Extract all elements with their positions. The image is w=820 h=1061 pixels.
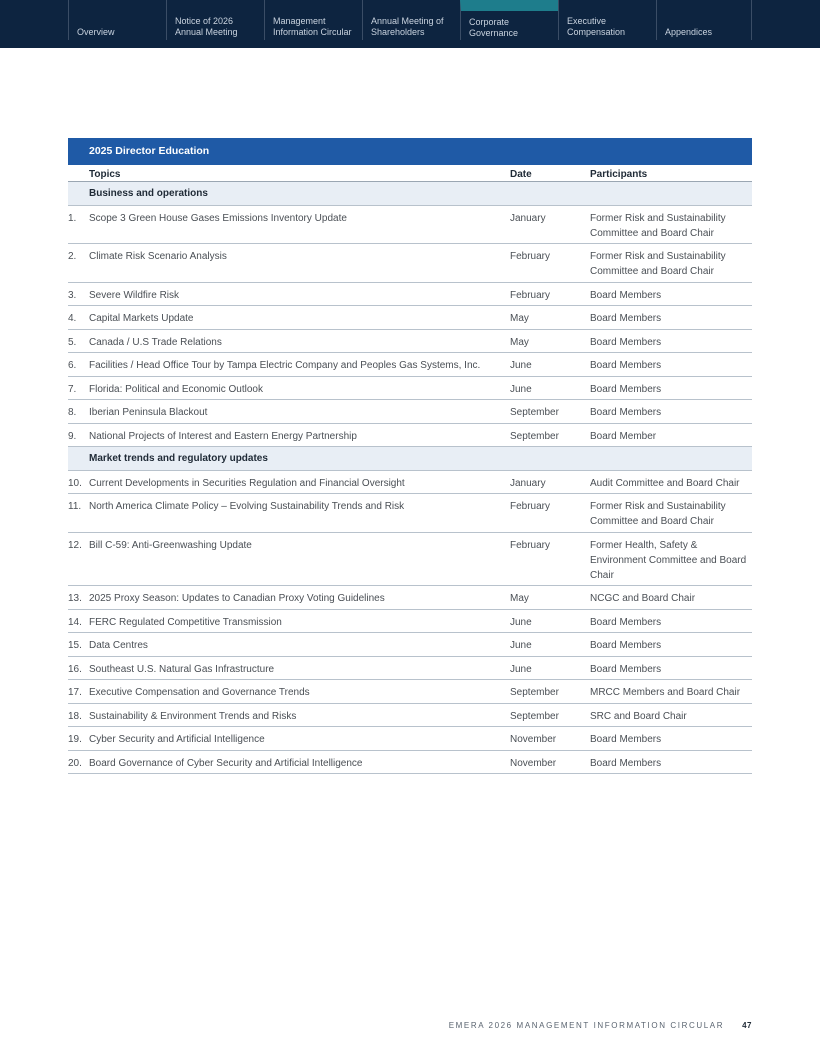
row-date: June — [510, 383, 532, 395]
row-participants: SRC and Board Chair — [590, 710, 687, 722]
row-number: 12. — [68, 539, 82, 551]
row-participants: Board Members — [590, 383, 662, 395]
row-number: 14. — [68, 616, 82, 628]
row-topic: Scope 3 Green House Gases Emissions Inventory Update — [89, 212, 347, 224]
row-date: February — [510, 251, 551, 262]
section-header-business-operations: Business and operations — [68, 182, 752, 206]
table-row — [68, 727, 752, 751]
row-participants: Board Members — [590, 336, 662, 348]
row-number: 9. — [68, 430, 77, 442]
director-education-table — [68, 138, 752, 774]
row-participants: Board Members — [590, 616, 662, 628]
page-number: 47 — [742, 1021, 752, 1030]
row-participants: Board Members — [590, 407, 662, 418]
row-topic: Facilities / Head Office Tour by Tampa Electric Company and Peoples Gas Systems, Inc. — [89, 360, 481, 371]
row-number: 18. — [68, 710, 82, 722]
row-topic: Bill C-59: Anti-Greenwashing Update — [89, 539, 252, 551]
table-row — [68, 657, 752, 681]
row-topic: 2025 Proxy Season: Updates to Canadian Proxy Voting Guidelines — [89, 593, 385, 604]
table-row — [68, 533, 752, 587]
row-participants: Board Members — [590, 360, 662, 371]
nav-tab-annual-meeting-of-shareholders[interactable] — [362, 0, 460, 40]
row-participants: Board Members — [590, 289, 662, 301]
nav-tab-management-information-circular[interactable] — [264, 0, 362, 40]
row-number: 13. — [68, 593, 82, 604]
row-number: 3. — [68, 289, 77, 301]
row-participants: Board Members — [590, 640, 662, 651]
row-date: May — [510, 313, 529, 324]
row-number: 20. — [68, 757, 82, 769]
row-date: June — [510, 360, 532, 371]
table-row — [68, 751, 752, 775]
row-topic: Data Centres — [89, 640, 148, 651]
row-number: 16. — [68, 663, 82, 675]
nav-tab-overview[interactable]: Overview — [68, 0, 166, 40]
row-date: November — [510, 757, 557, 769]
row-date: February — [510, 289, 551, 301]
row-date: February — [510, 501, 551, 512]
table-row — [68, 586, 752, 610]
row-topic: Capital Markets Update — [89, 313, 194, 324]
table-row — [68, 377, 752, 401]
row-participants: Audit Committee and Board Chair — [590, 477, 740, 489]
row-participants: Former Risk and Sustainability Committee and Board Chair — [590, 212, 726, 239]
row-date: November — [510, 734, 557, 745]
row-number: 5. — [68, 336, 77, 348]
table-row — [68, 610, 752, 634]
nav-tab-label-line-1: Management — [273, 16, 326, 26]
table-row — [68, 353, 752, 377]
row-topic: Severe Wildfire Risk — [89, 289, 180, 301]
row-topic: Executive Compensation and Governance Trends — [89, 687, 310, 698]
table-row — [68, 633, 752, 657]
row-date: June — [510, 616, 532, 628]
nav-tab-notice-of-annual-meeting[interactable] — [166, 0, 264, 40]
row-topic: Climate Risk Scenario Analysis — [89, 251, 227, 262]
row-date: June — [510, 663, 532, 675]
table-row — [68, 206, 752, 245]
row-participants: Former Health, Safety & Environment Committee and Board Chair — [590, 539, 747, 581]
row-number: 4. — [68, 313, 77, 324]
nav-divider — [751, 0, 752, 40]
row-topic: Cyber Security and Artificial Intelligence — [89, 734, 265, 745]
row-date: June — [510, 640, 532, 651]
row-participants: Board Members — [590, 734, 662, 745]
table-row — [68, 471, 752, 495]
row-participants: Former Risk and Sustainability Committee and Board Chair — [590, 251, 726, 277]
nav-tab-executive-compensation[interactable] — [558, 0, 656, 40]
footer-document-title: EMERA 2026 MANAGEMENT INFORMATION CIRCULAR — [448, 1021, 725, 1030]
row-topic: National Projects of Interest and Eastern Energy Partnership — [89, 430, 357, 442]
nav-tab-label-line-1: Corporate — [469, 17, 510, 27]
table-row — [68, 283, 752, 307]
nav-tab-label-line-2: Information Circular — [273, 27, 352, 37]
row-participants: Former Risk and Sustainability Committee and Board Chair — [590, 501, 726, 527]
row-date: January — [510, 212, 546, 224]
nav-tab-label-line-2: Compensation — [567, 27, 626, 37]
row-number: 15. — [68, 640, 82, 651]
page-footer — [449, 1021, 752, 1030]
row-date: February — [510, 539, 551, 551]
row-topic: Canada / U.S Trade Relations — [89, 336, 222, 348]
row-number: 19. — [68, 734, 82, 745]
nav-tab-appendices[interactable]: Appendices — [656, 0, 751, 40]
column-header-topics: Topics — [89, 169, 121, 180]
row-date: May — [510, 336, 529, 348]
column-header-participants: Participants — [590, 169, 648, 180]
row-date: September — [510, 407, 559, 418]
row-topic: Sustainability & Environment Trends and Risks — [89, 710, 297, 722]
row-number: 1. — [68, 212, 77, 224]
nav-tab-corporate-governance[interactable] — [460, 0, 558, 40]
row-participants: Board Members — [590, 757, 662, 769]
top-navigation — [0, 0, 820, 48]
row-participants: MRCC Members and Board Chair — [590, 687, 741, 698]
table-row — [68, 330, 752, 354]
table-row — [68, 494, 752, 533]
row-topic: Iberian Peninsula Blackout — [89, 407, 208, 418]
row-date: September — [510, 430, 559, 442]
row-date: September — [510, 687, 559, 698]
table-title: 2025 Director Education — [68, 138, 752, 165]
nav-tab-label-line-1: Executive — [567, 16, 607, 26]
row-topic: Florida: Political and Economic Outlook — [89, 383, 263, 395]
nav-tab-label-line-1: Annual Meeting of — [371, 16, 444, 26]
table-row — [68, 424, 752, 448]
column-header-date: Date — [510, 169, 532, 180]
row-date: May — [510, 593, 529, 604]
row-participants: Board Member — [590, 430, 657, 442]
row-participants: Board Members — [590, 663, 662, 675]
section-header-market-trends: Market trends and regulatory updates — [68, 447, 752, 471]
row-topic: Southeast U.S. Natural Gas Infrastructure — [89, 663, 275, 675]
row-number: 17. — [68, 687, 82, 698]
row-participants: NCGC and Board Chair — [590, 593, 696, 604]
row-topic: North America Climate Policy – Evolving Sustainability Trends and Risk — [89, 501, 405, 512]
row-number: 11. — [68, 501, 82, 512]
row-topic: Board Governance of Cyber Security and Artificial Intelligence — [89, 757, 363, 769]
row-number: 6. — [68, 360, 77, 371]
row-participants: Board Members — [590, 313, 662, 324]
table-column-headers — [68, 165, 752, 182]
row-number: 7. — [68, 383, 77, 395]
table-row — [68, 400, 752, 424]
table-row — [68, 306, 752, 330]
nav-tab-label-line-1: Notice of 2026 — [175, 16, 234, 26]
nav-tab-label-line-2: Annual Meeting — [175, 27, 238, 37]
table-row — [68, 704, 752, 728]
row-number: 10. — [68, 477, 82, 489]
row-topic: Current Developments in Securities Regulation and Financial Oversight — [89, 477, 405, 489]
table-row — [68, 244, 752, 283]
row-number: 8. — [68, 407, 77, 418]
row-topic: FERC Regulated Competitive Transmission — [89, 616, 282, 628]
nav-tab-label-line-2: Governance — [469, 28, 519, 38]
row-number: 2. — [68, 251, 77, 262]
row-date: September — [510, 710, 559, 722]
row-date: January — [510, 477, 546, 489]
table-row — [68, 680, 752, 704]
nav-tab-label-line-2: Shareholders — [371, 27, 425, 37]
